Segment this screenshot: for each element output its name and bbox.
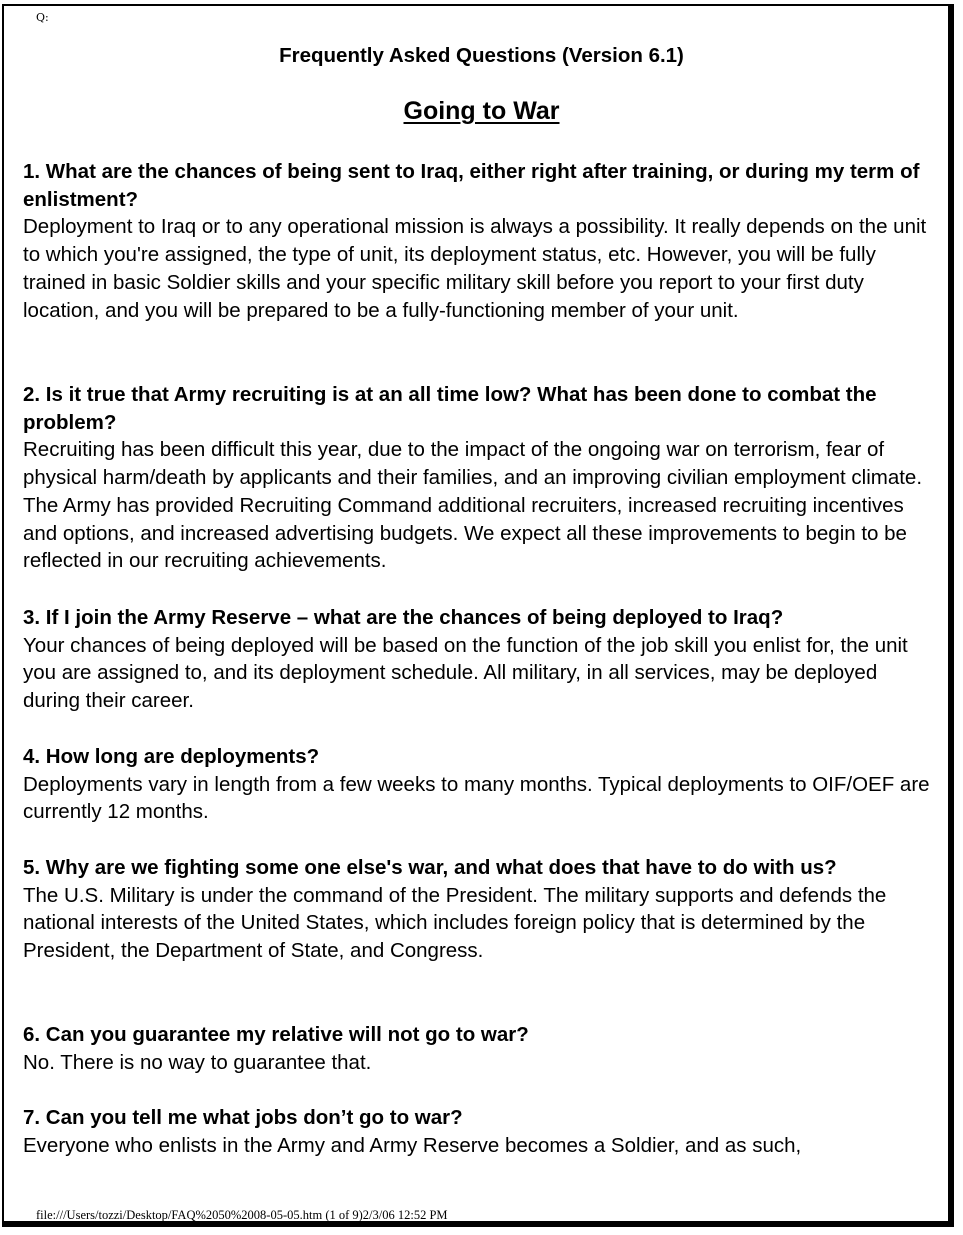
- faq-question: 1. What are the chances of being sent to Iraq, either right after training, or during my term of enlistment?: [23, 160, 920, 211]
- faq-answer: Deployments vary in length from a few weeks to many months. Typical deployments to OIF/OEF are currently 12 months.: [23, 772, 930, 824]
- corner-label: Q:: [36, 11, 49, 24]
- faq-question: 3. If I join the Army Reserve – what are the chances of being deployed to Iraq?: [23, 606, 784, 629]
- faq-answer: The U.S. Military is under the command of the President. The military supports and defends the national interests of the United States, which includes foreign policy that is determined by the President, the Department of State, and Congress.: [23, 883, 887, 963]
- faq-item-4: [23, 743, 938, 826]
- faq-item-5: [23, 854, 938, 965]
- document-title: Frequently Asked Questions (Version 6.1): [279, 44, 684, 67]
- faq-answer: Your chances of being deployed will be based on the function of the job skill you enlist for, the unit you are assigned to, and its deployment schedule. All military, in all services, may be deployed during their career.: [23, 633, 908, 713]
- faq-item-3: [23, 604, 938, 715]
- faq-item-2: [23, 381, 938, 575]
- section-heading-text: Going to War: [403, 97, 560, 125]
- faq-question: 5. Why are we fighting some one else's war, and what does that have to do with us?: [23, 856, 837, 879]
- faq-question: 7. Can you tell me what jobs don’t go to war?: [23, 1106, 463, 1129]
- faq-question: 2. Is it true that Army recruiting is at an all time low? What has been done to combat the problem?: [23, 383, 877, 434]
- faq-question: 6. Can you guarantee my relative will not go to war?: [23, 1023, 529, 1046]
- faq-question: 4. How long are deployments?: [23, 745, 320, 768]
- faq-answer: No. There is no way to guarantee that.: [23, 1050, 372, 1074]
- faq-answer: Everyone who enlists in the Army and Army Reserve becomes a Soldier, and as such,: [23, 1133, 802, 1157]
- file-path-footer: file:///Users/tozzi/Desktop/FAQ%2050%2008-05-05.htm (1 of 9)2/3/06 12:52 PM: [36, 1208, 448, 1222]
- section-heading: [0, 97, 963, 126]
- faq-item-1: [23, 158, 938, 324]
- faq-item-7: [23, 1104, 938, 1159]
- faq-answer: Deployment to Iraq or to any operational mission is always a possibility. It really depends on the unit to which you're assigned, the type of unit, its deployment status, etc. However, you will be fully trained in basic Soldier skills and your specific military skill before you report to your first duty location, and you will be prepared to be a fully-functioning member of your unit.: [23, 215, 927, 322]
- faq-item-6: [23, 1021, 938, 1076]
- faq-answer: Recruiting has been difficult this year, due to the impact of the ongoing war on terrorism, fear of physical harm/death by applicants and their families, and an improving civilian employment climate. The Army has provided Recruiting Command additional recruiters, increased recruiting incentives and options, and increased advertising budgets. We expect all these improvements to begin to be reflected in our recruiting achievements.: [23, 438, 923, 573]
